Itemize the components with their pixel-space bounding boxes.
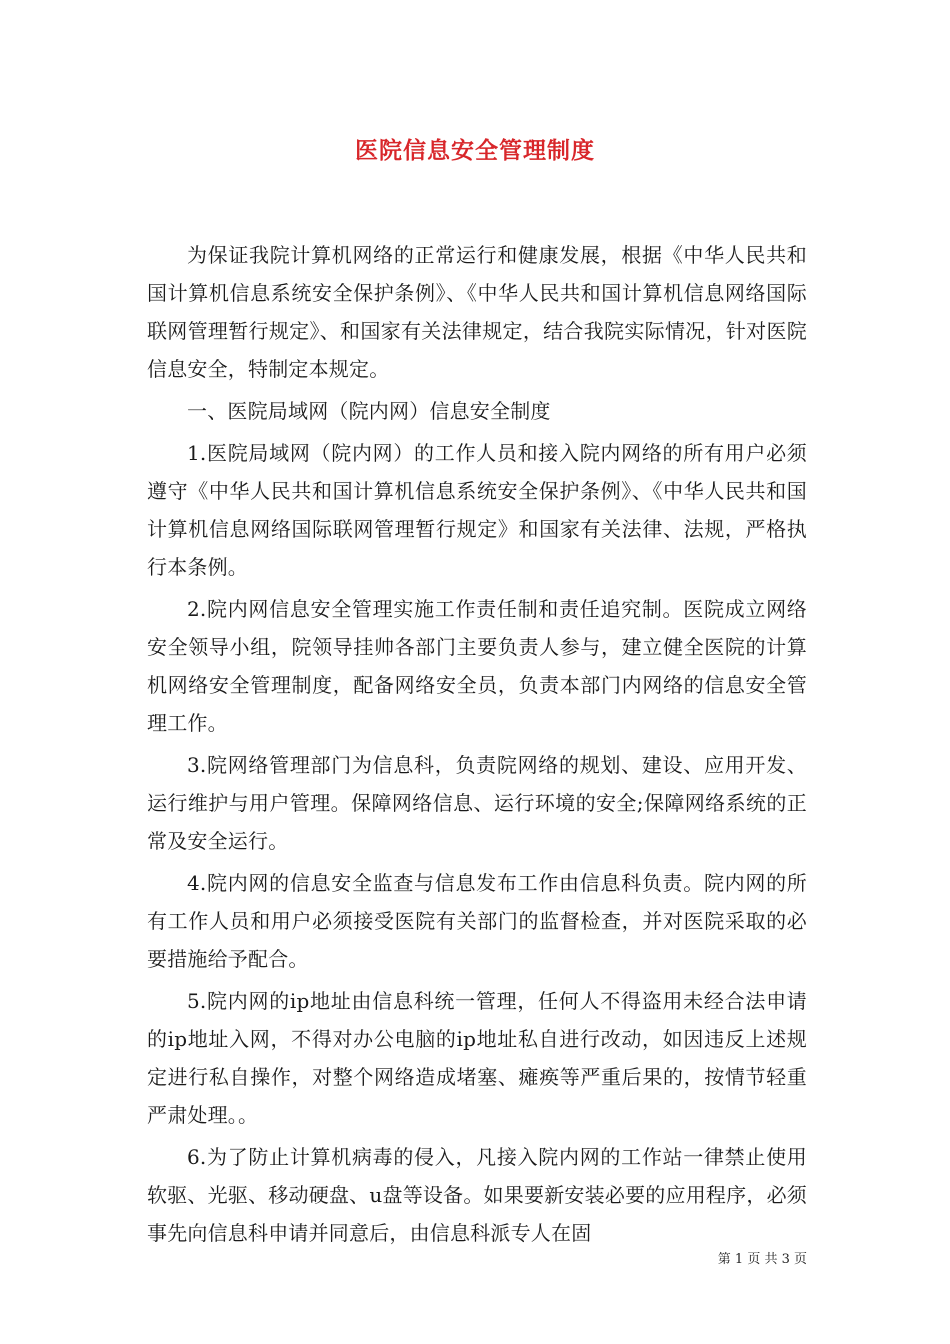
section-heading: 一、医院局域网（院内网）信息安全制度 <box>187 399 551 423</box>
intro-paragraph: 为保证我院计算机网络的正常运行和健康发展，根据《中华人民共和国计算机信息系统安全保护条例》、《中华人民共和国计算机信息网络国际联网管理暂行规定》、和国家有关法律规定，结合我院实际情况，针对医院信息安全，特制定本规定。 <box>147 243 807 381</box>
clause-paragraph: 3.院网络管理部门为信息科，负责院网络的规划、建设、应用开发、运行维护与用户管理。保障网络信息、运行环境的安全;保障网络系统的正常及安全运行。 <box>147 753 807 853</box>
clause-paragraph: 4.院内网的信息安全监查与信息发布工作由信息科负责。院内网的所有工作人员和用户必须接受医院有关部门的监督检查，并对医院采取的必要措施给予配合。 <box>147 871 807 971</box>
clause-paragraph: 5.院内网的ip地址由信息科统一管理，任何人不得盗用未经合法申请的ip地址入网，不得对办公电脑的ip地址私自进行改动，如因违反上述规定进行私自操作，对整个网络造成堵塞、瘫痪等严重后果的，按情节轻重严肃处理。。 <box>147 989 807 1127</box>
clause-paragraph: 6.为了防止计算机病毒的侵入，凡接入院内网的工作站一律禁止使用软驱、光驱、移动硬盘、u盘等设备。如果要新安装必要的应用程序，必须事先向信息科申请并同意后，由信息科派专人在固 <box>147 1145 807 1245</box>
document-title: 医院信息安全管理制度 <box>355 137 595 164</box>
document-body <box>147 236 807 1256</box>
clause-paragraph: 2.院内网信息安全管理实施工作责任制和责任追究制。医院成立网络安全领导小组，院领导挂帅各部门主要负责人参与，建立健全医院的计算机网络安全管理制度，配备网络安全员，负责本部门内网络的信息安全管理工作。 <box>147 597 807 735</box>
clause-paragraph: 1.医院局域网（院内网）的工作人员和接入院内网络的所有用户必须遵守《中华人民共和国计算机信息系统安全保护条例》、《中华人民共和国计算机信息网络国际联网管理暂行规定》和国家有关法律、法规，严格执行本条例。 <box>147 441 807 579</box>
page-number: 第 1 页 共 3 页 <box>717 1252 807 1267</box>
